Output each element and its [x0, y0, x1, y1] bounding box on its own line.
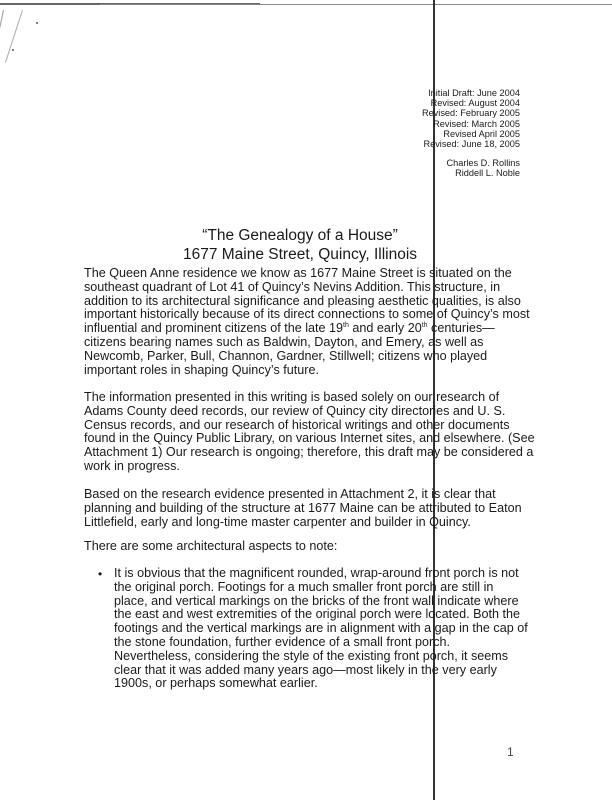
- title-line: “The Genealogy of a House”: [202, 227, 398, 244]
- scan-speck: [36, 22, 38, 24]
- scan-speck: [12, 49, 14, 51]
- revision-line: Revised: March 2005: [433, 118, 520, 129]
- superscript: th: [343, 322, 349, 329]
- author-list: [446, 158, 520, 178]
- bullet-item: It is obvious that the magnificent rounded, wrap-around front porch is not the original porch. Footings for a much smaller front porch are still in place, and vertical markings on the bricks of the front wall indicate where the east and west extremities of the original porch were located. Both the footings and the vertical markings are in alignment with a gap in the cap of the stone foundation, further evidence of a small front porch. Nevertheless, considering the style of the existing front porch, it seems clear that it was added many years ago—most likely in the very early 1900s, or perhaps somewhat earlier.: [114, 566, 528, 691]
- superscript: th: [421, 322, 428, 329]
- revision-line: Revised: June 18, 2005: [423, 139, 520, 150]
- revision-line: Revised: February 2005: [421, 108, 520, 119]
- revision-line: Initial Draft: June 2004: [428, 88, 520, 98]
- pen-mark: [0, 10, 4, 51]
- subtitle-line: 1677 Maine Street, Quincy, Illinois: [182, 246, 418, 263]
- pen-mark: [5, 10, 23, 63]
- bullet-marker: •: [98, 567, 103, 581]
- paragraph-aspects-intro: There are some architectural aspects to note:: [84, 539, 338, 553]
- revision-history: [422, 88, 520, 149]
- scan-artifact-top-line: [100, 4, 612, 5]
- paragraph-intro: [84, 267, 544, 377]
- text-run: and early 20: [348, 321, 422, 336]
- document-title: [0, 226, 612, 264]
- author-name: Riddell L. Noble: [455, 168, 520, 179]
- paragraph-attribution: Based on the research evidence presented in Attachment 2, it is clear that planning and building of the structure at 1677 Maine can be attributed to Eaton Littlefield, early and long-time master carpenter and builder in Quincy.: [84, 487, 522, 529]
- text-run: centuries— citizens bearing names such as Baldwin, Dayton, and Emery, as well as Newcomb, Parker, Bull, Channon, Gardner, Stillwell; citizens who played important roles in shaping Quincy’s future.: [84, 321, 495, 377]
- author-name: Charles D. Rollins: [446, 158, 520, 168]
- revision-line: Revised April 2005: [443, 128, 520, 139]
- text-run: The Queen Anne residence we know as 1677 Maine Street is situated on the southeast quadrant of Lot 41 of Quincy’s Nevins Addition. This structure, in addition to its architectural significance and pleasing aesthetic qualities, is also important historically because of its direct connections to some of Quincy’s most influential and prominent citizens of the late 19: [84, 266, 530, 336]
- page-number: 1: [507, 745, 514, 759]
- revision-line: Revised: August 2004: [430, 98, 520, 109]
- paragraph-sources: The information presented in this writing is based solely on our research of Adams County deed records, our review of Quincy city directories and U. S. Census records, and our research of historical writings and other documents found in the Quincy Public Library, on various Internet sites, and elsewhere. (See Attachment 1) Our research is ongoing; therefore, this draft may be considered a work in progress.: [84, 390, 535, 473]
